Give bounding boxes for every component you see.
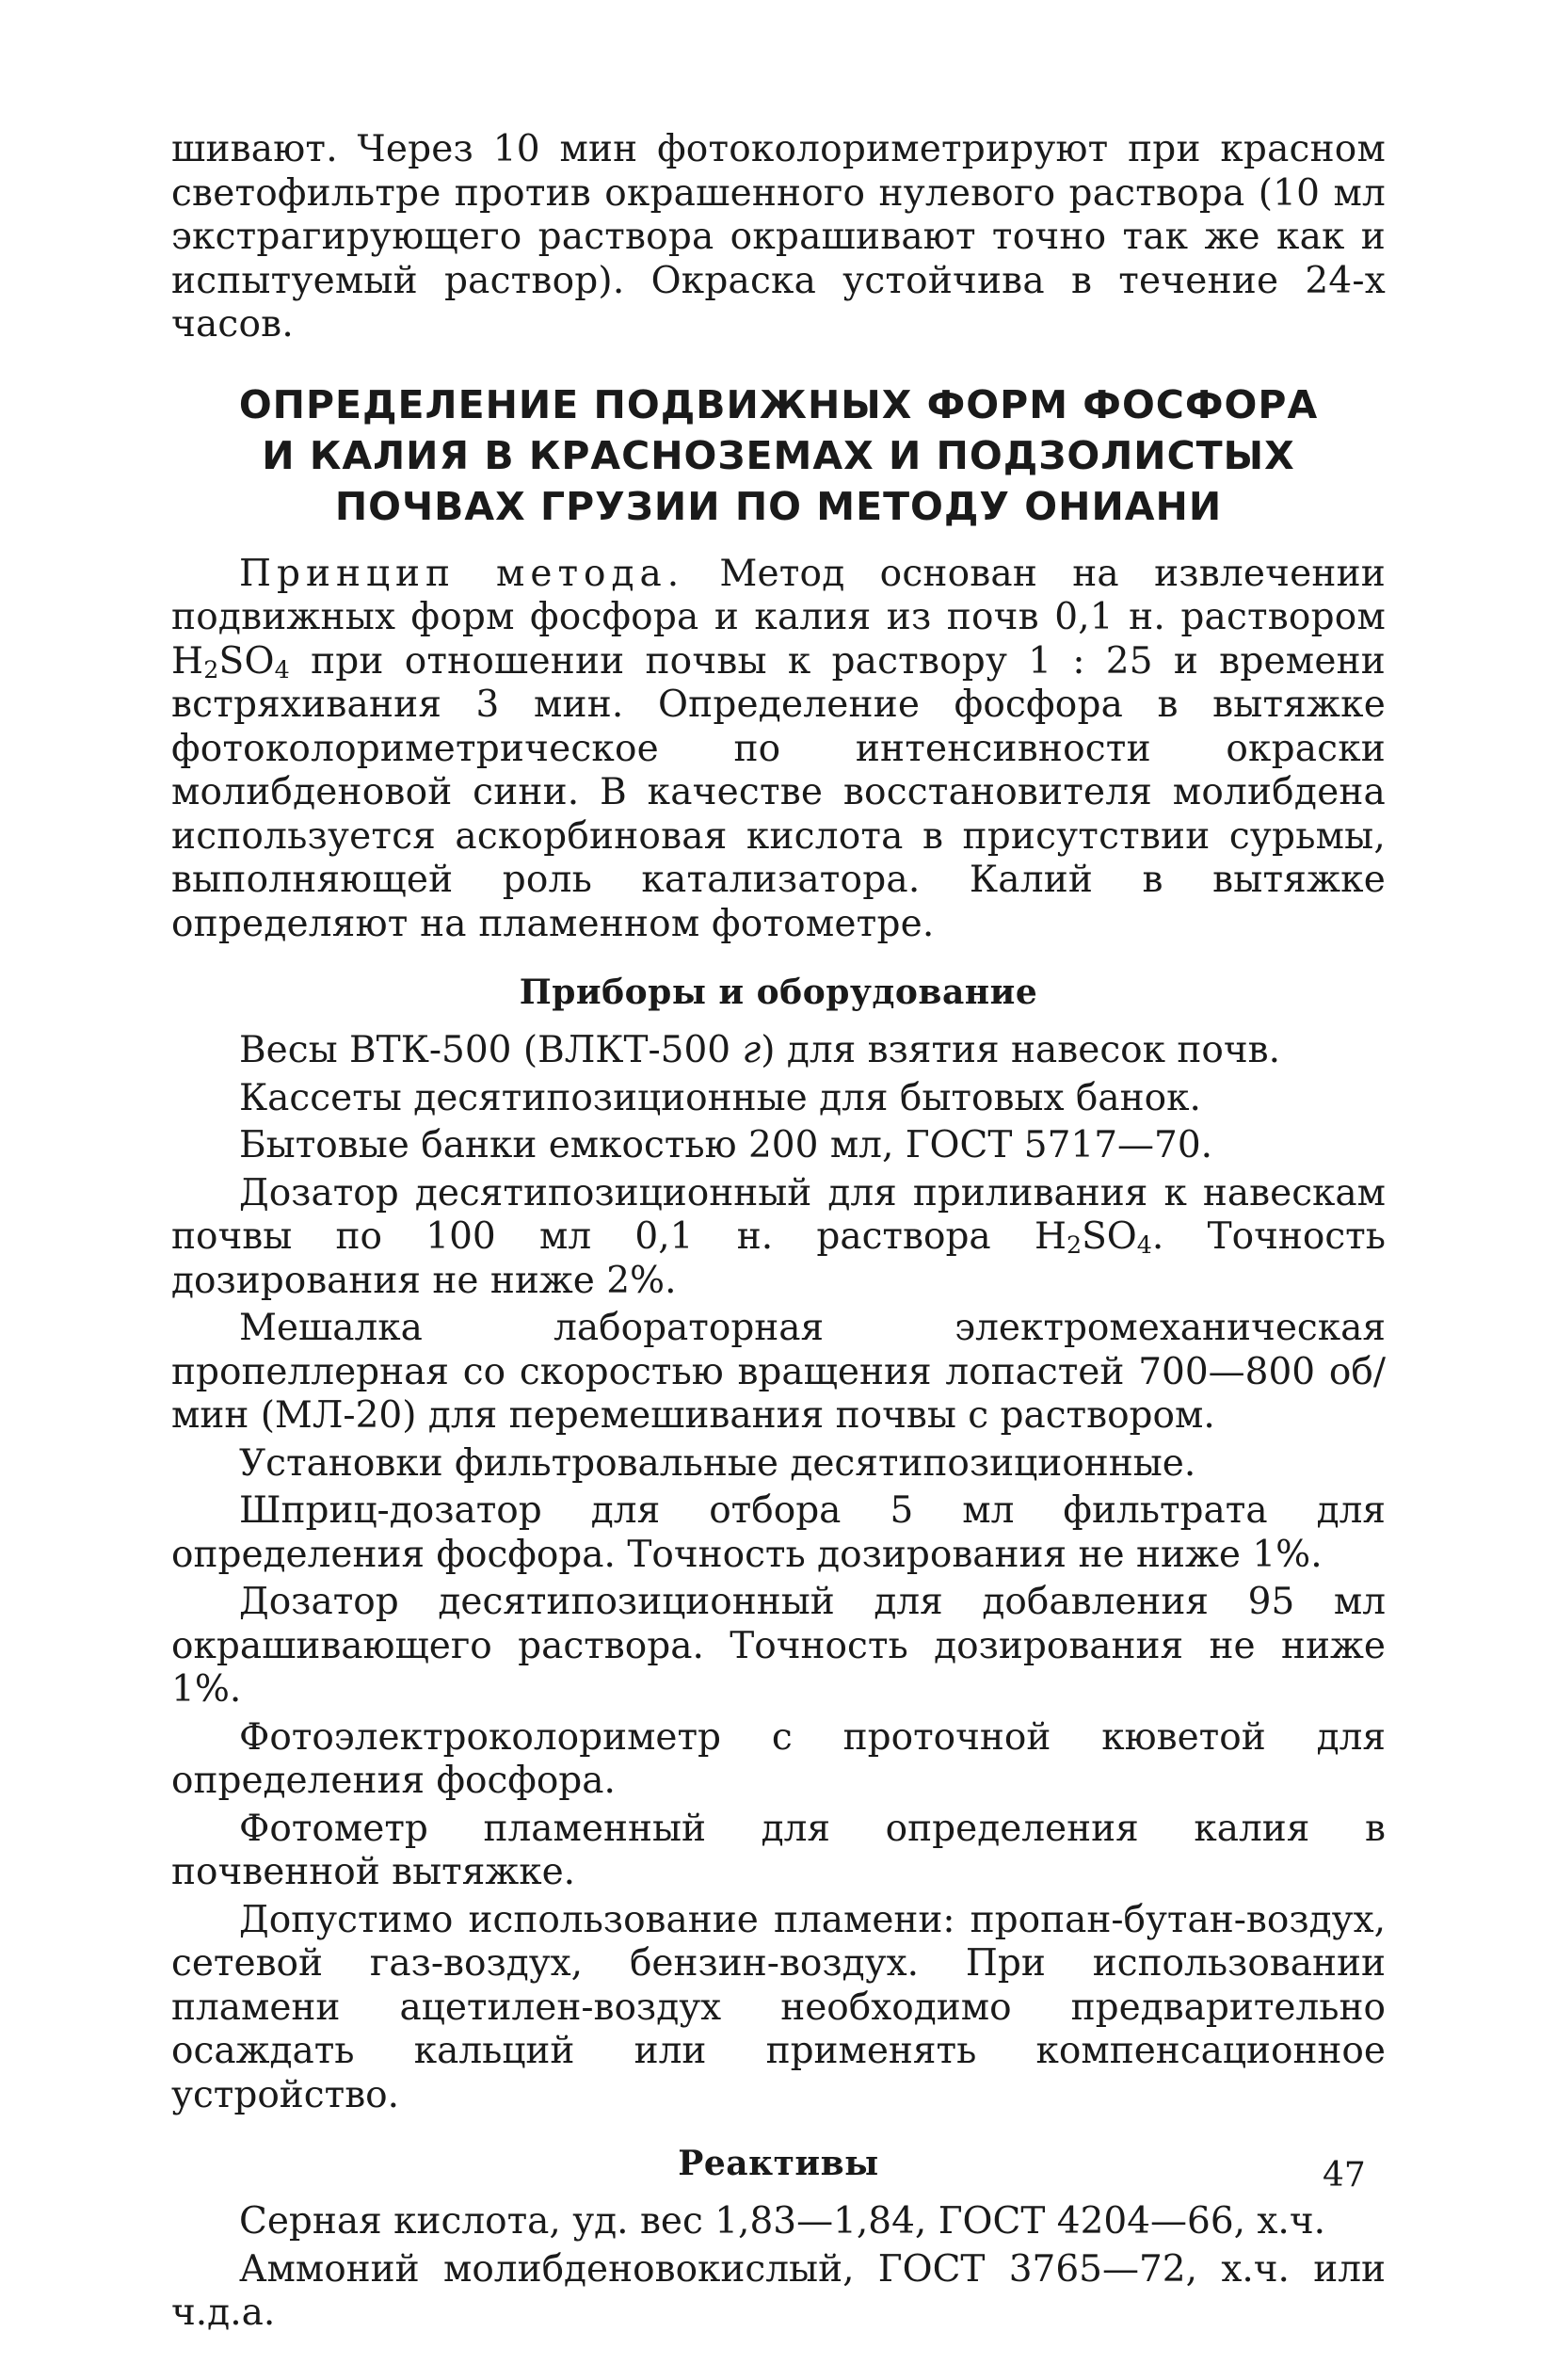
equipment-item-4-text-3: . Точность дозирования не ниже 2%.: [171, 1215, 1386, 1302]
principle-text-3: при отношении почвы к раствору 1 : 25 и времени встряхивания 3 мин. Определение фосфора в вытяжке фотоколориметрическое по интенсивности окраски молибденовой сини. В качестве восстановителя молибдена используется аскорбиновая кислота в присутствии сурьмы, выполняющей роль катализатора. Калий в вытяжке определяют на пламенном фотометре.: [171, 639, 1386, 945]
principle-text-1: Метод основан на извлечении подвижных форм фосфора и калия из почв 0,1 н. раствором H: [171, 552, 1387, 683]
equipment-item-7: Шприц-дозатор для отбора 5 мл фильтрата для определения фосфора. Точность дозирования не ниже 1%.: [171, 1489, 1386, 1576]
equipment-item-1-text: Весы ВТК-500 (ВЛКТ-500: [239, 1029, 743, 1071]
equipment-item-11: Допустимо использование пламени: пропан-бутан-воздух, сетевой газ-воздух, бензин-воздух. При использовании пламени ацетилен-воздух необходимо предварительно осаждать кальций или применять компенсационное устройство.: [171, 1898, 1386, 2116]
equipment-item-3: Бытовые банки емкостью 200 мл, ГОСТ 5717—70.: [239, 1124, 1213, 1166]
equipment-item-6: Установки фильтровальные десятипозиционные.: [239, 1441, 1196, 1485]
principle-paragraph: [171, 553, 1386, 947]
reagents-heading: Реактивы: [678, 2144, 879, 2183]
principle-sub-2: 4: [274, 654, 290, 683]
principle-sub-1: 2: [203, 654, 219, 683]
equipment-item-1-unit: г: [742, 1029, 762, 1071]
principle-label: Принцип метода.: [239, 552, 685, 595]
equipment-item-4-sub-1: 2: [1066, 1230, 1083, 1260]
equipment-item-4: [171, 1172, 1386, 1304]
equipment-item-4-text: Дозатор десятипозиционный для приливания к навескам почвы по 100 мл 0,1 н. раствора H: [171, 1171, 1386, 1258]
equipment-item-1-text-end: ) для взятия навесок почв.: [761, 1029, 1281, 1071]
equipment-item-4-sub-2: 4: [1136, 1230, 1152, 1260]
equipment-item-9: Фотоэлектроколориметр с проточной кюветой для определения фосфора.: [171, 1715, 1386, 1802]
continuation-paragraph: шивают. Через 10 мин фотоколориметрируют при красном светофильтре против окрашенного нулевого раствора (10 мл экстрагирующего раствора окрашивают точно так же как и испытуемый раствор). Окраска устойчива в течение 24-х часов.: [171, 128, 1386, 346]
reagent-item-2: Аммоний молибденовокислый, ГОСТ 3765—72, х.ч. или ч.д.а.: [171, 2247, 1386, 2334]
section-title: [171, 379, 1386, 532]
section-title-line-1: ОПРЕДЕЛЕНИЕ ПОДВИЖНЫХ ФОРМ ФОСФОРА: [238, 381, 1319, 427]
equipment-item-4-text-2: SO: [1082, 1215, 1137, 1258]
page-number: 47: [1323, 2156, 1366, 2195]
principle-text-2: SO: [218, 639, 275, 683]
reagent-item-1: Серная кислота, уд. вес 1,83—1,84, ГОСТ 4204—66, х.ч.: [239, 2200, 1326, 2243]
equipment-item-2: Кассеты десятипозиционные для бытовых банок.: [239, 1076, 1201, 1119]
equipment-heading: Приборы и оборудование: [519, 973, 1038, 1012]
equipment-item-10: Фотометр пламенный для определения калия в почвенной вытяжке.: [171, 1807, 1386, 1893]
section-title-line-2: И КАЛИЯ В КРАСНОЗЕМАХ И ПОДЗОЛИСТЫХ: [262, 432, 1295, 478]
equipment-item-1: [171, 1029, 1386, 1073]
section-title-line-3: ПОЧВАХ ГРУЗИИ ПО МЕТОДУ ОНИАНИ: [334, 483, 1223, 529]
equipment-item-5: Мешалка лабораторная электромеханическая пропеллерная со скоростью вращения лопастей 700—800 об/мин (МЛ-20) для перемешивания почвы с раствором.: [171, 1307, 1386, 1437]
page-body: [171, 128, 1386, 2340]
equipment-item-8: Дозатор десятипозиционный для добавления 95 мл окрашивающего раствора. Точность дозирования не ниже 1%.: [171, 1581, 1386, 1711]
